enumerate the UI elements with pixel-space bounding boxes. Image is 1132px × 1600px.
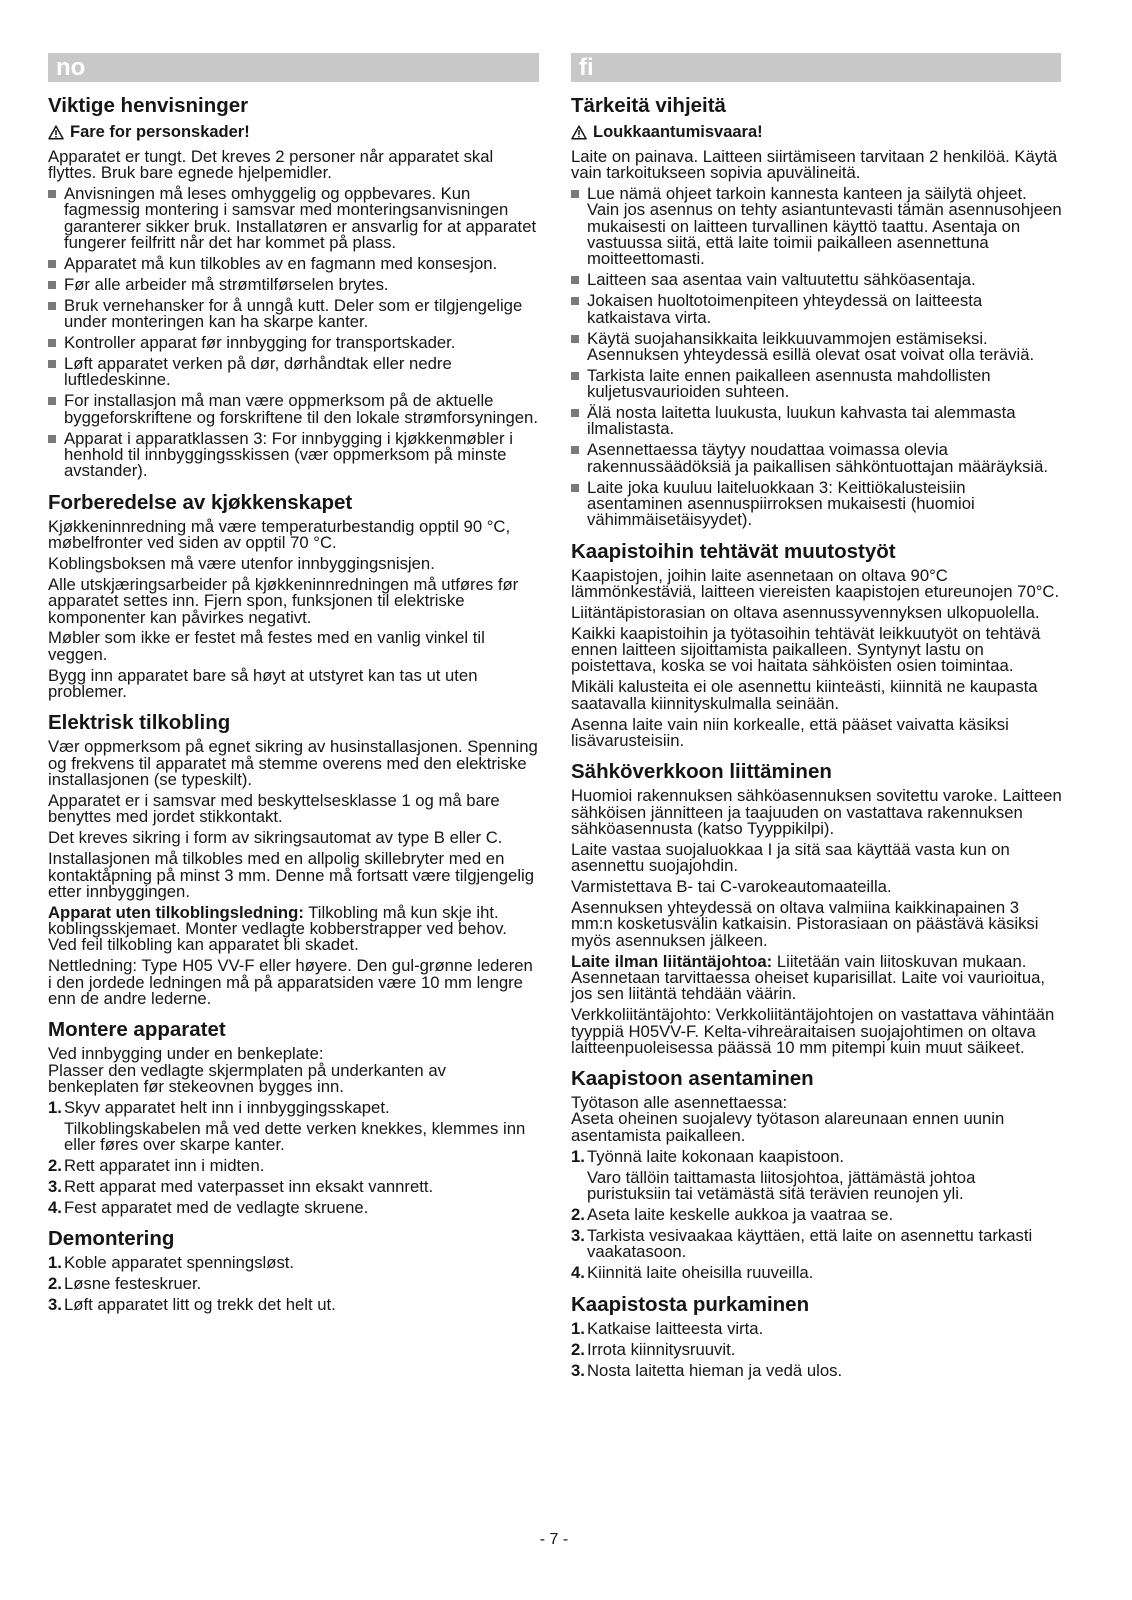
- install-steps-fi: [571, 1146, 1062, 1283]
- no-cable-text-fi: Liitetään vain liitoskuvan mukaan. Asennetaan tarvittaessa oheiset kuparisillat. Laite voi vaurioitua, jos sen liitäntä tehdään väärin.: [571, 951, 1046, 1004]
- list-item: Før alle arbeider må strømtilførselen brytes.: [48, 277, 540, 293]
- section-cabinet-preparation-no: [48, 492, 540, 701]
- install-intro-line: Työtason alle asennettaessa:: [571, 1093, 788, 1113]
- heading-cabinet-preparation-fi: Kaapistoihin tehtävät muutostyöt: [571, 539, 896, 563]
- step-text: Katkaise laitteesta virta.: [587, 1318, 764, 1338]
- safety-list-no: [48, 186, 540, 480]
- heading-removal-no: Demontering: [48, 1227, 175, 1251]
- list-item: Bruk vernehansker for å unngå kutt. Deler som er tilgjengelige under monteringen kan ha skarpe kanter.: [48, 298, 540, 331]
- paragraph: Asennuksen yhteydessä on oltava valmiina kaikkinapainen 3 mm:n kosketusvälin katkaisin. Pistorasiaan on päästävä käsiksi myös asennuksen jälkeen.: [571, 898, 1039, 950]
- language-bar-no: [48, 53, 539, 82]
- heading-important-notes-fi: Tärkeitä vihjeitä: [571, 94, 726, 117]
- step-item: [571, 1225, 1062, 1262]
- step-number: 3.: [48, 1295, 62, 1315]
- paragraph: Bygg inn apparatet bare så høyt at utstyret kan tas ut uten problemer.: [48, 665, 478, 702]
- step-item: [48, 1297, 540, 1313]
- section-important-notes-fi: [571, 95, 1062, 529]
- warning-triangle-icon: [571, 125, 587, 140]
- step-number: 3.: [571, 1225, 585, 1245]
- step-note: Tilkoblingskabelen må ved dette verken knekkes, klemmes inn eller føres over skarpe kanter.: [64, 1118, 526, 1155]
- mains-cable-paragraph-fi: Verkkoliitäntäjohto: Verkkoliitäntäjohtojen on vastattava vähintään tyyppiä H05VV-F. Kelta-vihreäraitaisen suojajohtimen on oltava laitteenpuoleisessa päässä 10 mm pitempi kuin muut säikeet.: [571, 1005, 1055, 1057]
- warning-triangle-icon: [48, 125, 64, 140]
- paragraph: Mikäli kalusteita ei ole asennettu kiinteästi, kiinnitä ne kaupasta saatavalla kiinnityskulmalla seinään.: [571, 677, 1038, 713]
- step-item: [571, 1318, 1062, 1338]
- paragraph: Kaikki kaapistoihin ja työtasoihin tehtävät leikkuutyöt on tehtävä ennen laitteen sijoittamista paikalleen. Syntynyt lastu on poistettava, koska se voi haitata sähköisten osien toimintaa.: [571, 623, 1041, 676]
- step-item: [571, 1360, 1062, 1380]
- list-item: Apparatet må kun tilkobles av en fagmann med konsesjon.: [48, 256, 540, 272]
- heading-important-notes-no: Viktige henvisninger: [48, 94, 249, 117]
- step-item: [48, 1158, 540, 1174]
- step-item: [571, 1265, 1062, 1281]
- step-number: 3.: [571, 1360, 585, 1380]
- intro-paragraph-no: Apparatet er tungt. Det kreves 2 personer når apparatet skal flyttes. Bruk bare egnede hjelpemidler.: [48, 146, 494, 183]
- step-text: Nosta laitetta hieman ja vedä ulos.: [587, 1360, 843, 1380]
- list-item: Kontroller apparat før innbygging for transportskader.: [48, 335, 540, 351]
- step-item: [48, 1276, 540, 1292]
- language-bar-fi: [571, 53, 1061, 82]
- column-norwegian: [48, 95, 540, 1318]
- section-electrical-connection-fi: [571, 761, 1062, 1056]
- step-text: Koble apparatet spenningsløst.: [64, 1253, 295, 1273]
- page-number: - 7 -: [539, 1531, 569, 1548]
- paragraph: Vær oppmerksom på egnet sikring av husinstallasjonen. Spenning og frekvens til apparatet må stemme overens med den elektriske installasjonen (se typeskilt).: [48, 737, 538, 789]
- warning-fi: [571, 124, 1062, 141]
- intro-paragraph-fi: Laite on painava. Laitteen siirtämiseen tarvitaan 2 henkilöä. Käytä vain tarkoitukseen sopivia apuvälineitä.: [571, 146, 1058, 183]
- install-steps-no: [48, 1097, 540, 1218]
- install-intro-line: Ved innbygging under en benkeplate:: [48, 1044, 324, 1064]
- step-text: Rett apparatet inn i midten.: [64, 1156, 265, 1176]
- paragraph: Koblingsboksen må være utenfor innbyggingsnisjen.: [48, 553, 435, 573]
- step-item: [571, 1339, 1062, 1359]
- safety-list-fi: [571, 186, 1062, 528]
- install-intro-fi: [571, 1095, 1062, 1144]
- step-text: Løft apparatet litt og trekk det helt ut.: [64, 1295, 336, 1315]
- step-item: [571, 1146, 1062, 1203]
- step-item: [48, 1097, 540, 1155]
- step-number: 1.: [48, 1097, 62, 1117]
- section-electrical-connection-no: [48, 712, 540, 1007]
- paragraph: Kaapistojen, joihin laite asennetaan on oltava 90°C lämmönkestäviä, laitteen viereisten kaapistojen etureunojen 70°C.: [571, 565, 1060, 601]
- list-item: Anvisningen må leses omhyggelig og oppbevares. Kun fagmessig montering i samsvar med monteringsanvisningen garanterer sikker bruk. Installatøren er ansvarlig for at apparatet fungerer feilfritt når det har kommet på plass.: [48, 186, 540, 251]
- step-number: 1.: [571, 1318, 585, 1338]
- no-cable-text-no: Tilkobling må kun skje iht. koblingsskjemaet. Monter vedlagte kobberstrapper ved behov. Ved feil tilkobling kan apparatet bli skadet.: [48, 902, 507, 955]
- step-item: [571, 1204, 1062, 1224]
- section-install-appliance-no: [48, 1019, 540, 1216]
- no-cable-paragraph-no: [48, 902, 540, 955]
- step-text: Aseta laite keskelle aukkoa ja vaatraa se.: [587, 1204, 894, 1224]
- step-number: 2.: [48, 1274, 62, 1294]
- step-text: Tarkista vesivaakaa käyttäen, että laite on asennettu tarkasti vaakatasoon.: [587, 1225, 1033, 1262]
- paragraph: Varmistettava B- tai C-varokeautomaateilla.: [571, 877, 892, 897]
- warning-text-no: Fare for personskader!: [70, 122, 250, 141]
- list-item: Tarkista laite ennen paikalleen asennusta mahdollisten kuljetusvaurioiden suhteen.: [571, 368, 1062, 401]
- list-item: Løft apparatet verken på dør, dørhåndtak eller nedre luftledeskinne.: [48, 356, 540, 389]
- heading-install-appliance-no: Montere apparatet: [48, 1018, 226, 1042]
- paragraph: Møbler som ikke er festet må festes med en vanlig vinkel til veggen.: [48, 628, 485, 664]
- language-label-no: no: [56, 54, 86, 81]
- step-number: 3.: [48, 1177, 62, 1197]
- section-cabinet-preparation-fi: [571, 541, 1062, 750]
- removal-steps-no: [48, 1255, 540, 1313]
- paragraph: Installasjonen må tilkobles med en allpolig skillebryter med en kontaktåpning på minst 3 mm. Denne må fortsatt være tilgjengelig etter innbyggingen.: [48, 849, 535, 901]
- step-item: [48, 1179, 540, 1195]
- step-number: 4.: [571, 1263, 585, 1283]
- paragraph: Huomioi rakennuksen sähköasennuksen sovitettu varoke. Laitteen sähköisen jännitteen ja taajuuden on vastattava rakennuksen sähköasennusta (katso Tyyppikilpi).: [571, 786, 1062, 838]
- mains-cable-paragraph-no: Nettledning: Type H05 VV-F eller høyere. Den gul-grønne lederen i den jordede ledningen må på apparatsiden være 10 mm lengre enn de andre lederne.: [48, 956, 533, 1008]
- step-text: Rett apparat med vaterpasset inn eksakt vannrett.: [64, 1177, 434, 1197]
- step-number: 2.: [571, 1339, 585, 1359]
- step-note: Varo tällöin taittamasta liitosjohtoa, jättämästä johtoa puristuksiin tai vetämästä sitä terävien reunojen yli.: [587, 1167, 976, 1203]
- step-text: Skyv apparatet helt inn i innbyggingsskapet.: [64, 1097, 390, 1117]
- step-number: 2.: [571, 1204, 585, 1224]
- step-text: Fest apparatet med de vedlagte skruene.: [64, 1198, 369, 1218]
- list-item: Laitteen saa asentaa vain valtuutettu sähköasentaja.: [571, 272, 1062, 288]
- list-item: Käytä suojahansikkaita leikkuuvammojen estämiseksi. Asennuksen yhteydessä esillä olevat osat voivat olla teräviä.: [571, 331, 1062, 364]
- heading-removal-fi: Kaapistosta purkaminen: [571, 1292, 810, 1316]
- list-item: Laite joka kuuluu laiteluokkaan 3: Keittiökalusteisiin asentaminen asennuspiirroksen mukaisesti (huomioi vähimmäisetäisyydet).: [571, 480, 1062, 529]
- install-intro-line: Aseta oheinen suojalevy työtason alareunaan ennen uunin asentamista paikalleen.: [571, 1109, 1005, 1145]
- step-text: Løsne festeskruer.: [64, 1274, 202, 1294]
- paragraph: Asenna laite vain niin korkealle, että pääset vaivatta käsiksi lisävarusteisiin.: [571, 714, 1009, 750]
- paragraph: Alle utskjæringsarbeider på kjøkkeninnredningen må utføres før apparatet settes inn. Fjern spon, funksjonen til elektriske komponenter kan påvirkes negativt.: [48, 574, 519, 627]
- list-item: Jokaisen huoltotoimenpiteen yhteydessä on laitteesta katkaistava virta.: [571, 293, 1062, 326]
- paragraph: Liitäntäpistorasian on oltava asennussyvennyksen ulkopuolella.: [571, 602, 1040, 622]
- step-item: [48, 1200, 540, 1216]
- heading-electrical-connection-no: Elektrisk tilkobling: [48, 711, 231, 735]
- removal-steps-fi: [571, 1318, 1062, 1380]
- section-install-appliance-fi: [571, 1068, 1062, 1281]
- step-number: 2.: [48, 1156, 62, 1176]
- paragraph: Kjøkkeninnredning må være temperaturbestandig opptil 90 °C, møbelfronter ved siden av opptil 70 °C.: [48, 516, 511, 552]
- list-item: Älä nosta laitetta luukusta, luukun kahvasta tai alemmasta ilmalistasta.: [571, 405, 1062, 438]
- section-important-notes-no: [48, 95, 540, 480]
- list-item: For installasjon må man være oppmerksom på de aktuelle byggeforskriftene og forskriftene til den lokale strømforsyningen.: [48, 393, 540, 426]
- no-cable-lead-fi: Laite ilman liitäntäjohtoa:: [571, 951, 773, 971]
- no-cable-lead-no: Apparat uten tilkoblingsledning:: [48, 902, 304, 922]
- section-removal-no: [48, 1228, 540, 1313]
- paragraph: Det kreves sikring i form av sikringsautomat av type B eller C.: [48, 828, 503, 848]
- install-intro-no: [48, 1046, 540, 1095]
- step-number: 1.: [48, 1253, 62, 1273]
- language-label-fi: fi: [579, 54, 594, 81]
- step-number: 4.: [48, 1198, 62, 1218]
- paragraph: Laite vastaa suojaluokkaa I ja sitä saa käyttää vasta kun on asennettu suojajohdin.: [571, 839, 1010, 876]
- column-finnish: [571, 95, 1062, 1384]
- install-intro-line: Plasser den vedlagte skjermplaten på underkanten av benkeplaten før stekeovnen bygges inn.: [48, 1060, 446, 1096]
- step-text: Työnnä laite kokonaan kaapistoon.: [587, 1146, 844, 1166]
- heading-install-appliance-fi: Kaapistoon asentaminen: [571, 1067, 814, 1091]
- heading-cabinet-preparation-no: Forberedelse av kjøkkenskapet: [48, 490, 353, 514]
- step-item: [48, 1255, 540, 1271]
- step-number: 1.: [571, 1146, 585, 1166]
- step-text: Kiinnitä laite oheisilla ruuveilla.: [587, 1263, 814, 1283]
- warning-no: [48, 124, 540, 141]
- step-text: Irrota kiinnitysruuvit.: [587, 1339, 736, 1359]
- warning-text-fi: Loukkaantumisvaara!: [593, 122, 763, 141]
- paragraph: Apparatet er i samsvar med beskyttelsesklasse 1 og må bare benyttes med jordet stikkontakt.: [48, 790, 500, 827]
- list-item: Lue nämä ohjeet tarkoin kannesta kanteen ja säilytä ohjeet. Vain jos asennus on tehty asiantuntevasti tämän asennusohjeen mukaisesti on laitteen turvallinen käyttö taattu. Asentaja on vastuussa siitä, että laite toimii paikalleen asennettuna moitteettomasti.: [571, 186, 1062, 267]
- heading-electrical-connection-fi: Sähköverkkoon liittäminen: [571, 760, 832, 784]
- list-item: Asennettaessa täytyy noudattaa voimassa olevia rakennussäädöksiä ja paikallisen sähköntuottajan määräyksiä.: [571, 442, 1062, 475]
- no-cable-paragraph-fi: [571, 951, 1062, 1004]
- section-removal-fi: [571, 1294, 1062, 1379]
- list-item: Apparat i apparatklassen 3: For innbygging i kjøkkenmøbler i henhold til innbyggingsskissen (vær oppmerksom på minste avstander).: [48, 431, 540, 480]
